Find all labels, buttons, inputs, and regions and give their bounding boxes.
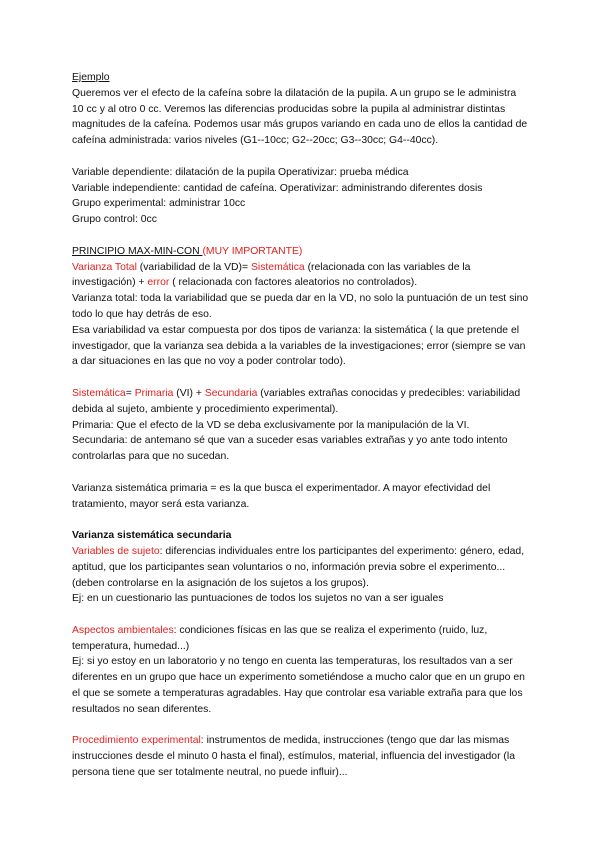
spacer — [72, 149, 530, 165]
sistematica-label: Sistemática — [72, 387, 126, 399]
varianza-primaria-paragraph: Varianza sistemática primaria = es la que busca el experimentador. A mayor efectividad del tratamiento, mayor será esta varianza. — [72, 482, 491, 510]
variable-dependiente: Variable dependiente: dilatación de la pupila Operativizar: prueba médica — [72, 166, 409, 178]
aspectos-ambientales-term: Aspectos ambientales — [72, 624, 174, 636]
varianza-total-text-1: (variabilidad de la VD)= — [136, 261, 251, 273]
varianza-total-paragraph — [72, 260, 530, 292]
spacer — [72, 465, 530, 481]
varianza-total-text-3: ( relacionada con factores aleatorios no controlados). — [169, 277, 418, 289]
variables-sujeto-example: Ej: en un cuestionario las puntuaciones de todos los sujetos no van a ser iguales — [72, 593, 444, 605]
aspectos-ambientales-paragraph — [72, 623, 530, 655]
variable-independiente: Variable independiente: cantidad de cafeína. Operativizar: administrando diferentes dosis — [72, 182, 483, 194]
sistematica-term: Sistemática — [250, 261, 305, 273]
ejemplo-heading: Ejemplo — [72, 72, 110, 83]
document-page — [72, 70, 530, 781]
principio-title: PRINCIPIO MAX-MIN-CON — [72, 245, 203, 257]
varianza-total-definition: Varianza total: toda la variabilidad que se pueda dar en la VD, no solo la puntuación de un test sino todo lo que hay detrás de eso. — [72, 293, 529, 320]
varianza-total-term: Varianza Total — [72, 261, 137, 273]
grupo-experimental: Grupo experimental: administrar 10cc — [72, 198, 246, 210]
spacer — [72, 370, 530, 386]
ejemplo-text: Queremos ver el efecto de la cafeína sobre la dilatación de la pupila. A un grupo se le administra 10 cc y al otro 0 cc. Veremos las diferencias producidas sobre la pupila al administrar distintas magnitudes de la cafeína. Podemos usar más grupos variando en cada uno de ellos la cantidad de cafeína administrada: varios niveles (G1--10cc; G2--20cc; G3--30cc; G4--40cc). — [72, 87, 528, 147]
primaria-term: Primaria — [134, 387, 174, 399]
variables-sujeto-term: Variables de sujeto — [72, 545, 160, 557]
spacer — [72, 228, 530, 244]
secundaria-definition: Secundaria: de antemano sé que van a suceder esas variables extrañas y yo ante todo intento controlarlas para que no sucedan. — [72, 435, 508, 463]
variabilidad-paragraph: Esa variabilidad va estar compuesta por dos tipos de varianza: la sistemática ( la que pretende el investigador, que la varianza sea debida a la variables de la investigaciones; error (siempre se van a dar situaciones en las que no voy a poder controlar todo). — [72, 324, 526, 368]
procedimiento-paragraph — [72, 733, 530, 780]
grupo-control: Grupo control: 0cc — [72, 214, 157, 226]
principio-heading — [72, 244, 530, 260]
sistematica-text-1: = — [125, 387, 135, 399]
secundaria-term: Secundaria — [204, 387, 258, 399]
spacer — [72, 718, 530, 734]
spacer — [72, 512, 530, 528]
sistematica-text-2: (VI) + — [173, 387, 205, 399]
varianza-total-text-2: (relacionada con las variables de la investigación) + — [72, 261, 471, 289]
aspectos-ambientales-text: : condiciones físicas en las que se realiza el experimento (ruido, luz, temperatura, humedad...) — [72, 624, 488, 652]
aspectos-ambientales-example: Ej: si yo estoy en un laboratorio y no tengo en cuenta las temperaturas, los resultados van a ser diferentes en un grupo que hace un experimento sometiéndose a mucho calor que en un grupo en el que se somete a temperaturas agradables. Hay que controlar esa variable extraña para que los resultados no sean diferentes. — [72, 656, 525, 715]
principio-note: (MUY IMPORTANTE) — [202, 245, 303, 257]
secundaria-heading: Varianza sistemática secundaria — [72, 530, 232, 542]
procedimiento-term: Procedimiento experimental — [72, 735, 201, 747]
sistematica-text-3: (variables extrañas conocidas y predecibles: variabilidad debida al sujeto, ambiente y procedimiento experimental). — [72, 387, 521, 415]
spacer — [72, 607, 530, 623]
procedimiento-text: : instrumentos de medida, instrucciones (tengo que dar las mismas instrucciones desde el minuto 0 hasta el final), estímulos, material, influencia del investigador (la persona tiene que ser totalmente neutral, no puede influir)... — [72, 735, 515, 779]
sistematica-paragraph — [72, 386, 530, 418]
variables-sujeto-text: : diferencias individuales entre los participantes del experimento: género, edad, aptitud, que los participantes sean voluntarios o no, información previa sobre el experimento... (deben controlarse en la asignación de los sujetos a los grupos). — [72, 545, 525, 589]
error-term: error — [147, 277, 170, 289]
primaria-definition: Primaria: Que el efecto de la VD se deba exclusivamente por la manipulación de la VI. — [72, 419, 470, 431]
variables-sujeto-paragraph — [72, 544, 530, 591]
